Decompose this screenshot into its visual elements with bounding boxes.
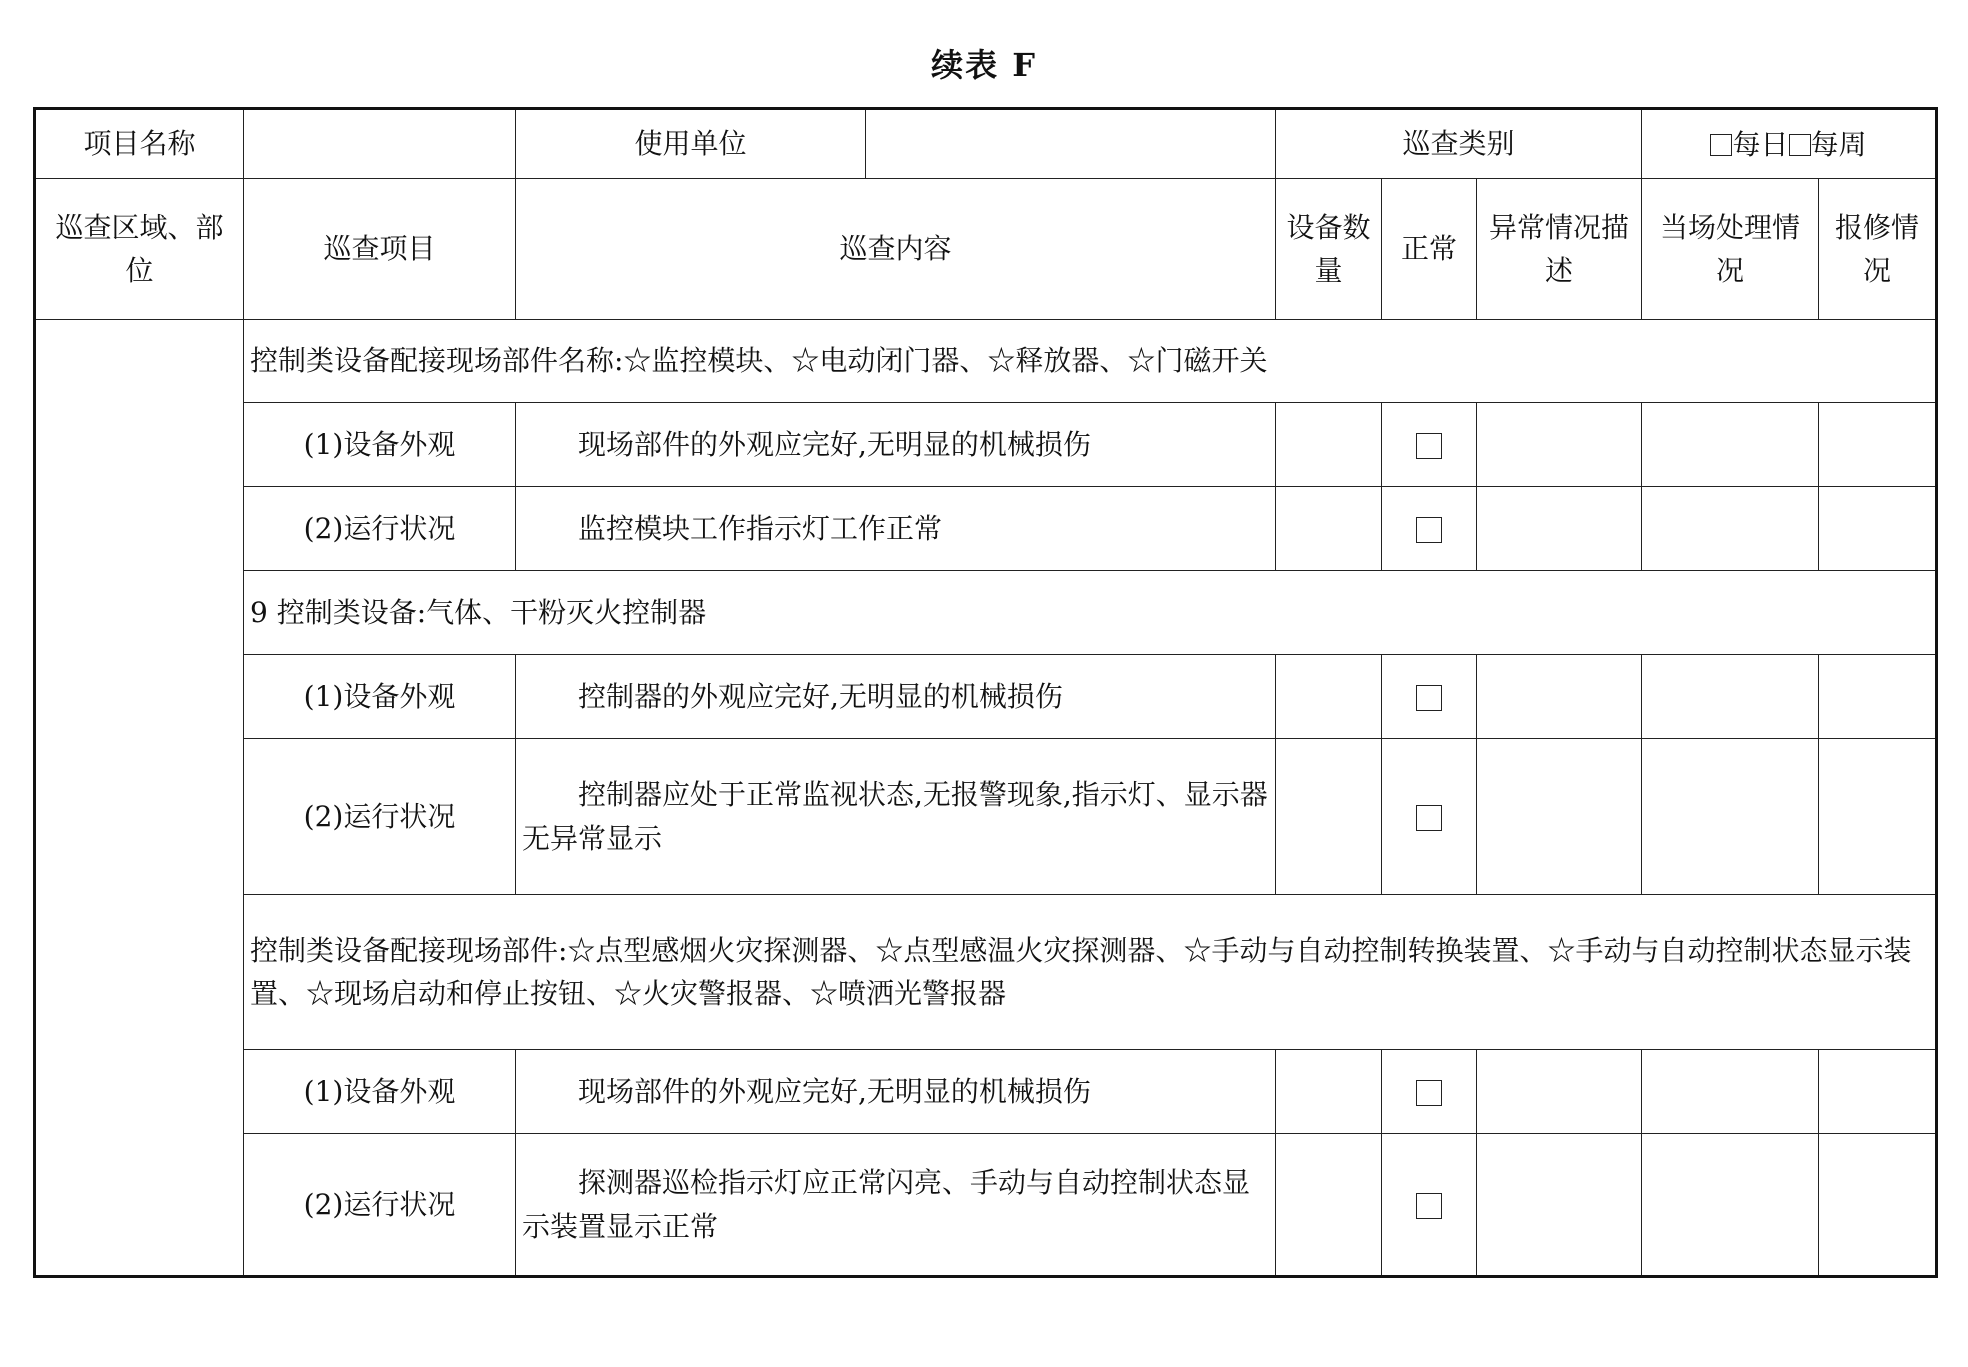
daily-label: 每日 [1732, 128, 1789, 162]
abnormal-cell[interactable] [1477, 403, 1642, 487]
table-row [35, 1050, 1937, 1134]
onsite-cell[interactable] [1642, 655, 1819, 739]
user-unit-field[interactable] [866, 109, 1276, 179]
abnormal-cell[interactable] [1477, 1134, 1642, 1277]
onsite-cell[interactable] [1642, 487, 1819, 571]
abnormal-cell[interactable] [1477, 739, 1642, 895]
item-label: (2)运行状况 [244, 739, 516, 895]
section-heading: 控制类设备配接现场部件:☆点型感烟火灾探测器、☆点型感温火灾探测器、☆手动与自动控制转换装置、☆手动与自动控制状态显示装置、☆现场启动和停止按钮、☆火灾警报器、☆喷洒光警报器 [244, 895, 1937, 1050]
onsite-cell[interactable] [1642, 1134, 1819, 1277]
repair-cell[interactable] [1819, 1050, 1937, 1134]
item-label: (1)设备外观 [244, 1050, 516, 1134]
content-text: 现场部件的外观应完好,无明显的机械损伤 [516, 1050, 1276, 1134]
normal-cell [1382, 739, 1477, 895]
header-row-2 [35, 179, 1937, 320]
item-label: (2)运行状况 [244, 1134, 516, 1277]
item-label: (2)运行状况 [244, 487, 516, 571]
qty-cell[interactable] [1276, 739, 1382, 895]
normal-cell [1382, 1134, 1477, 1277]
qty-cell[interactable] [1276, 1050, 1382, 1134]
category-label: 巡查类别 [1276, 109, 1642, 179]
content-text: 现场部件的外观应完好,无明显的机械损伤 [516, 403, 1276, 487]
col-header-abnormal: 异常情况描述 [1477, 179, 1642, 320]
normal-checkbox[interactable] [1416, 1193, 1442, 1219]
table-title: 续表 F [931, 46, 1037, 84]
item-label: (1)设备外观 [244, 403, 516, 487]
abnormal-cell[interactable] [1477, 655, 1642, 739]
header-row-1 [35, 109, 1937, 179]
table-row [35, 403, 1937, 487]
section-heading: 9 控制类设备:气体、干粉灭火控制器 [244, 571, 1937, 655]
normal-checkbox[interactable] [1416, 433, 1442, 459]
content-text: 控制器应处于正常监视状态,无报警现象,指示灯、显示器无异常显示 [516, 739, 1276, 895]
content-text: 控制器的外观应完好,无明显的机械损伤 [516, 655, 1276, 739]
repair-cell[interactable] [1819, 739, 1937, 895]
inspection-form-table [33, 107, 1938, 1278]
normal-cell [1382, 403, 1477, 487]
table-row [35, 1134, 1937, 1277]
project-name-label: 项目名称 [35, 109, 244, 179]
qty-cell[interactable] [1276, 655, 1382, 739]
normal-checkbox[interactable] [1416, 805, 1442, 831]
repair-cell[interactable] [1819, 487, 1937, 571]
weekly-label: 每周 [1810, 128, 1867, 162]
repair-cell[interactable] [1819, 1134, 1937, 1277]
qty-cell[interactable] [1276, 1134, 1382, 1277]
table-row [35, 739, 1937, 895]
table-row [35, 487, 1937, 571]
onsite-cell[interactable] [1642, 739, 1819, 895]
col-header-item: 巡查项目 [244, 179, 516, 320]
abnormal-cell[interactable] [1477, 1050, 1642, 1134]
user-unit-label: 使用单位 [516, 109, 866, 179]
normal-cell [1382, 487, 1477, 571]
onsite-cell[interactable] [1642, 403, 1819, 487]
frequency-options [1642, 109, 1937, 179]
section-heading-row [35, 320, 1937, 403]
normal-checkbox[interactable] [1416, 685, 1442, 711]
section-heading-row [35, 895, 1937, 1050]
table-row [35, 655, 1937, 739]
weekly-checkbox[interactable] [1789, 134, 1811, 156]
col-header-repair: 报修情况 [1819, 179, 1937, 320]
daily-checkbox[interactable] [1710, 134, 1732, 156]
section-heading-row [35, 571, 1937, 655]
col-header-normal: 正常 [1382, 179, 1477, 320]
qty-cell[interactable] [1276, 403, 1382, 487]
normal-checkbox[interactable] [1416, 1080, 1442, 1106]
normal-cell [1382, 655, 1477, 739]
normal-cell [1382, 1050, 1477, 1134]
qty-cell[interactable] [1276, 487, 1382, 571]
col-header-area: 巡查区域、部位 [35, 179, 244, 320]
normal-checkbox[interactable] [1416, 517, 1442, 543]
content-text: 监控模块工作指示灯工作正常 [516, 487, 1276, 571]
repair-cell[interactable] [1819, 403, 1937, 487]
repair-cell[interactable] [1819, 655, 1937, 739]
item-label: (1)设备外观 [244, 655, 516, 739]
col-header-content: 巡查内容 [516, 179, 1276, 320]
content-text: 探测器巡检指示灯应正常闪亮、手动与自动控制状态显示装置显示正常 [516, 1134, 1276, 1277]
abnormal-cell[interactable] [1477, 487, 1642, 571]
onsite-cell[interactable] [1642, 1050, 1819, 1134]
col-header-qty: 设备数量 [1276, 179, 1382, 320]
section-heading: 控制类设备配接现场部件名称:☆监控模块、☆电动闭门器、☆释放器、☆门磁开关 [244, 320, 1937, 403]
area-cell[interactable] [35, 320, 244, 1277]
col-header-onsite: 当场处理情况 [1642, 179, 1819, 320]
project-name-field[interactable] [244, 109, 516, 179]
